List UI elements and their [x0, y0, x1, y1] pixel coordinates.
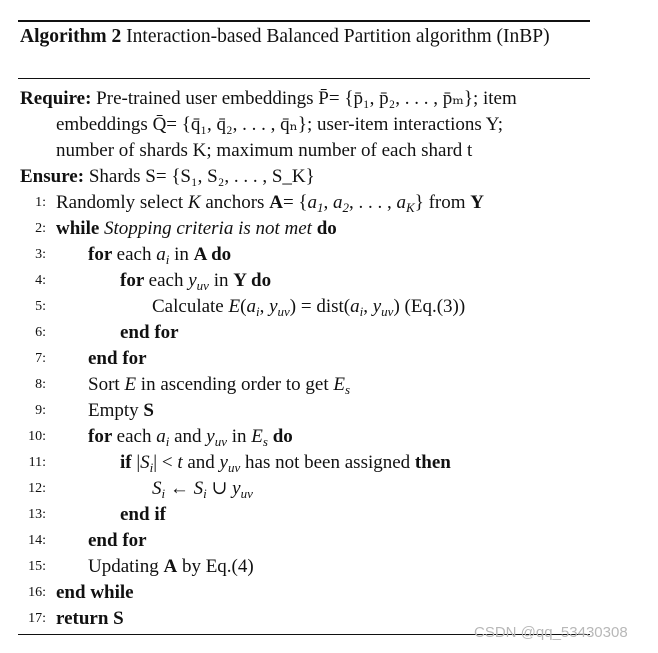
math-symbol: a [156, 426, 166, 447]
keyword: Y do [233, 270, 272, 291]
keyword: A [269, 192, 283, 213]
require-block [20, 86, 590, 164]
code-text: Sort [88, 374, 125, 395]
math-symbol: a [350, 296, 360, 317]
code-text: and [169, 426, 207, 447]
subscript: 2 [342, 200, 350, 215]
line-number: 11: [28, 455, 46, 470]
line-number: 3: [35, 247, 46, 262]
code-text: each [116, 426, 157, 447]
algorithm-line [0, 450, 600, 476]
line-number: 13: [28, 507, 46, 522]
code-text: Calculate [152, 296, 229, 317]
line-code [88, 528, 147, 554]
line-code [88, 346, 147, 372]
subscript: i [255, 304, 260, 319]
keyword: for [88, 244, 117, 265]
code-text: ← [165, 478, 194, 499]
code-text: ( [240, 296, 247, 317]
line-number: 1: [35, 195, 46, 210]
caption-rule [18, 78, 590, 79]
math-symbol: Stopping criteria is not met [104, 218, 312, 239]
code-text: } from [414, 192, 471, 213]
subscript: uv [214, 434, 228, 449]
algorithm-line [0, 294, 600, 320]
subscript: uv [240, 486, 253, 501]
code-text: in ascending order to get [136, 374, 334, 395]
ensure-label: Ensure: [20, 166, 85, 187]
line-code [88, 554, 254, 580]
algorithm-line [0, 190, 600, 216]
code-text: each [116, 244, 157, 265]
line-number: 17: [28, 611, 46, 626]
code-text: in [227, 426, 252, 447]
math-symbol: a [246, 296, 256, 317]
math-symbol: S [140, 452, 150, 473]
code-text: Empty [88, 400, 144, 421]
watermark: CSDN @qq_53430308 [474, 624, 628, 641]
line-number: 12: [28, 481, 46, 496]
line-number: 14: [28, 533, 46, 548]
subscript: K [406, 200, 415, 215]
line-number: 9: [35, 403, 46, 418]
code-text: by Eq.(4) [177, 556, 254, 577]
line-code [88, 398, 154, 424]
algorithm-line [0, 320, 600, 346]
algorithm-label: Algorithm 2 [20, 26, 122, 47]
subscript: uv [227, 460, 241, 475]
algorithm-line [0, 424, 600, 450]
keyword: A [163, 556, 178, 577]
line-number: 10: [28, 429, 46, 444]
code-text: in [208, 270, 234, 291]
line-number: 15: [28, 559, 46, 574]
top-rule [18, 20, 590, 22]
algorithm-line [0, 476, 600, 502]
require-label: Require: [20, 88, 92, 109]
line-code [120, 320, 179, 346]
subscript: uv [277, 304, 290, 319]
require-line-3: number of shards K; maximum number of each shard t [56, 140, 473, 161]
line-number: 6: [35, 325, 46, 340]
keyword: end for [88, 530, 147, 551]
keyword: if [120, 452, 137, 473]
line-code [56, 606, 124, 632]
line-number: 5: [35, 299, 46, 314]
algorithm-line [0, 346, 600, 372]
subscript: s [262, 434, 268, 449]
subscript: i [203, 486, 207, 501]
algorithm-caption [20, 24, 590, 50]
math-symbol: E [228, 296, 241, 317]
algorithm-line [0, 528, 600, 554]
subscript: i [161, 486, 166, 501]
math-symbol: y [206, 426, 215, 447]
code-text: has not been assigned [240, 452, 415, 473]
math-symbol: y [372, 296, 382, 317]
code-text: | [136, 452, 141, 473]
code-text: Randomly select [56, 192, 188, 213]
keyword: end if [120, 504, 166, 525]
line-number: 16: [28, 585, 46, 600]
code-text: , [363, 296, 373, 317]
algorithm-line [0, 242, 600, 268]
algorithm-line [0, 398, 600, 424]
math-symbol: E [333, 374, 345, 395]
code-text: in [169, 244, 194, 265]
math-symbol: E [124, 374, 137, 395]
subscript: i [165, 434, 170, 449]
code-text: anchors [200, 192, 270, 213]
code-text: each [148, 270, 189, 291]
math-symbol: a [396, 192, 407, 213]
subscript: i [359, 304, 364, 319]
code-text: | < [153, 452, 178, 473]
math-symbol: a [156, 244, 166, 265]
algorithm-line [0, 268, 600, 294]
code-text: and [182, 452, 220, 473]
subscript: 1 [317, 200, 324, 215]
math-symbol: a [333, 192, 343, 213]
code-text: = { [282, 192, 308, 213]
subscript: uv [196, 278, 209, 293]
keyword: end while [56, 582, 134, 603]
line-number: 8: [35, 377, 46, 392]
math-symbol: y [232, 478, 241, 499]
math-symbol: S [152, 478, 162, 499]
math-symbol: t [177, 452, 183, 473]
code-text: , [259, 296, 270, 317]
math-symbol: y [219, 452, 228, 473]
math-symbol: K [187, 192, 201, 213]
ensure-text: Shards S= {S₁, S₂, . . . , S_K} [88, 166, 315, 187]
keyword: then [414, 452, 451, 473]
code-text: Updating [88, 556, 164, 577]
keyword: for [88, 426, 117, 447]
algorithm-line [0, 554, 600, 580]
line-code [120, 502, 166, 528]
code-text: ) (Eq.(3)) [393, 296, 466, 317]
math-symbol: y [269, 296, 278, 317]
keyword: end for [120, 322, 179, 343]
algorithm-line [0, 502, 600, 528]
subscript: i [165, 252, 170, 267]
math-symbol: y [188, 270, 197, 291]
keyword: S [143, 400, 154, 421]
algorithm-line [0, 580, 600, 606]
keyword: A do [193, 244, 232, 265]
math-symbol: S [193, 478, 204, 499]
line-number: 7: [35, 351, 46, 366]
keyword: for [120, 270, 149, 291]
line-number: 4: [35, 273, 46, 288]
math-symbol: E [251, 426, 263, 447]
ensure-block [20, 164, 590, 190]
require-line-1: Pre-trained user embeddings P̄= {p̄₁, p̄₂, . . . , p̄ₘ}; item [96, 88, 517, 109]
algorithm-line [0, 216, 600, 242]
line-number: 2: [35, 221, 46, 236]
line-code [56, 580, 134, 606]
line-code [56, 216, 337, 242]
code-text: ) = dist( [289, 296, 351, 317]
keyword: do [267, 426, 293, 447]
algorithm-line [0, 372, 600, 398]
subscript: s [345, 382, 351, 397]
math-symbol: a [307, 192, 318, 213]
algorithm-title: Interaction-based Balanced Partition algorithm (InBP) [126, 26, 550, 47]
keyword: return S [56, 608, 124, 629]
keyword: Y [470, 192, 484, 213]
code-text: ∪ [206, 478, 233, 499]
require-line-2: embeddings Q̄= {q̄₁, q̄₂, . . . , q̄ₙ}; user-item interactions Y; [56, 114, 504, 135]
code-text: , [323, 192, 334, 213]
keyword: end for [88, 348, 147, 369]
keyword: do [311, 218, 337, 239]
subscript: uv [381, 304, 394, 319]
code-text: , . . . , [349, 192, 397, 213]
keyword: while [56, 218, 105, 239]
subscript: i [149, 460, 154, 475]
